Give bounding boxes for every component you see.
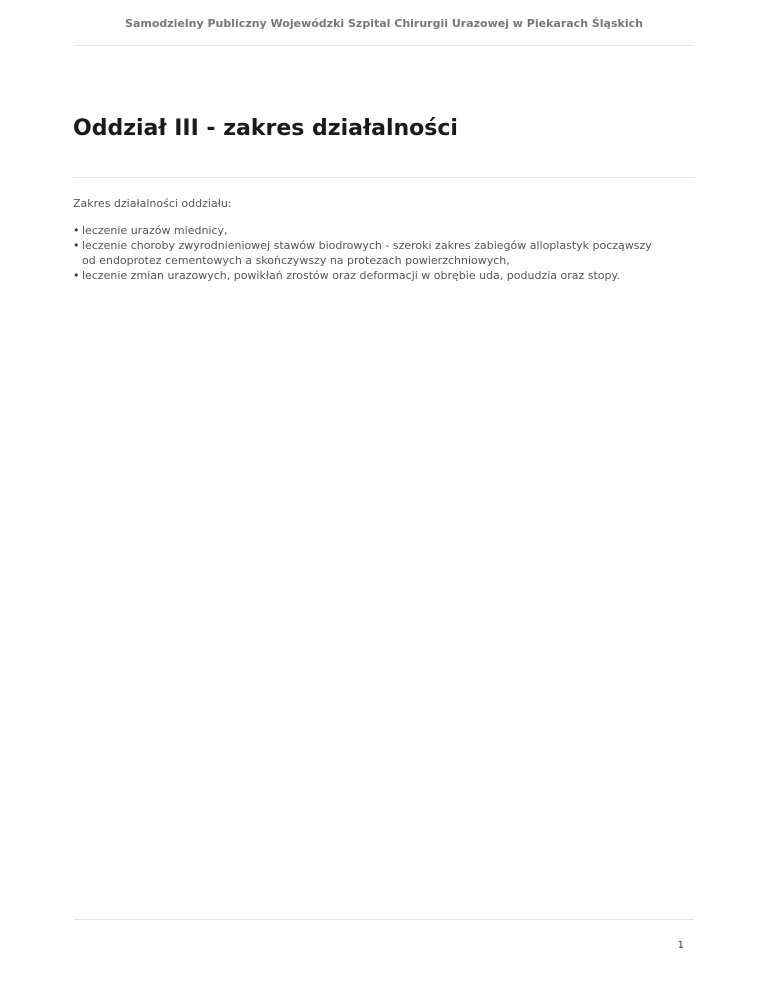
list-item-text: leczenie urazów miednicy, (82, 224, 228, 237)
footer-divider (74, 919, 694, 920)
page-number: 1 (677, 940, 684, 951)
list-item-text: leczenie choroby zwyrodnieniowej stawów biodrowych - szeroki zakres zabiegów alloplastyk począwszy od endoprotez cementowych a skończywszy na protezach powierzchniowych, (82, 239, 652, 267)
intro-text: Zakres działalności oddziału: (73, 197, 232, 210)
bullet-icon: • (73, 269, 80, 282)
scope-list (73, 223, 663, 283)
list-item (73, 268, 663, 283)
header-title: Samodzielny Publiczny Wojewódzki Szpital Chirurgii Urazowej w Piekarach Śląskich (125, 17, 643, 30)
page-title: Oddział III - zakres działalności (73, 116, 458, 141)
header-divider (74, 45, 694, 46)
list-item (73, 223, 663, 238)
bullet-icon: • (73, 239, 80, 252)
title-divider (74, 177, 694, 178)
list-item (73, 238, 663, 268)
bullet-icon: • (73, 224, 80, 237)
list-item-text: leczenie zmian urazowych, powikłań zrostów oraz deformacji w obrębie uda, podudzia oraz stopy. (82, 269, 620, 282)
